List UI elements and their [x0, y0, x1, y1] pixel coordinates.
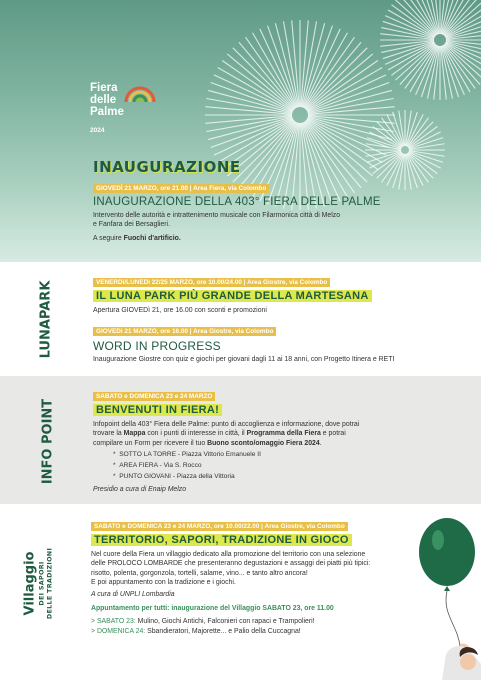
programma-text: Programma della Fiera	[246, 430, 321, 438]
villaggio-vertical-label	[23, 504, 54, 664]
lunapark-date-tag-2: GIOVEDì 21 MARZO, ore 16.00 | Area Giostre, via Colombo	[93, 327, 276, 336]
infopoint-section	[0, 376, 481, 504]
infopoint-line-2-a: trovare la	[93, 430, 124, 438]
infopoint-line-3-a: compilare un Form per ricevere il tuo	[93, 439, 208, 447]
infopoint-bullet-2-text: AREA FIERA - Via S. Rocco	[119, 462, 202, 469]
fiera-logo	[90, 78, 170, 138]
infopoint-bullet-1-text: SOTTO LA TORRE - Piazza Vittorio Emanuele II	[119, 451, 261, 458]
villaggio-saturday	[91, 617, 315, 626]
infopoint-line-2-c: con i punti di interesse in città, il	[145, 430, 247, 438]
mappa-text: Mappa	[123, 430, 146, 438]
saturday-text: Mulino, Giochi Antichi, Falconieri con rapaci e Trampolieri!	[135, 618, 315, 625]
buono-text: Buono sconto/omaggio Fiera 2024	[207, 439, 320, 447]
infopoint-line-2-e: e potrai	[320, 430, 346, 438]
infopoint-line-2	[93, 429, 463, 438]
infopoint-line-3-c: .	[319, 439, 322, 447]
villaggio-sunday	[91, 627, 301, 636]
infopoint-vertical-label: INFO POINT	[40, 398, 56, 485]
inaugurazione-text-2: e Fanfara dei Bersaglieri.	[93, 221, 170, 229]
villaggio-line-3: risotto, polenta, gorgonzola, tortelli, salame, vino... e tanto altro ancora!	[91, 569, 308, 577]
villaggio-line-2: delle PROLOCO LOMBARDE che presenteranno degustazioni e assaggi dei piatti più tipici:	[91, 560, 371, 568]
infopoint-bullet-2: * AREA FIERA - Via S. Rocco	[113, 462, 202, 469]
villaggio-label-small-2: DELLE TRADIZIONI	[45, 547, 54, 620]
logo-line-3: Palme	[90, 106, 124, 118]
inaugurazione-text-3-prefix: A seguire	[93, 234, 124, 242]
villaggio-appointment: Appuntamento per tutti: inaugurazione del Villaggio SABATO 23, ore 11.00	[91, 605, 334, 612]
lunapark-headline-1: IL LUNA PARK PIÙ GRANDE DELLA MARTESANA	[93, 290, 372, 302]
infopoint-date-tag: SABATO e DOMENICA 23 e 24 MARZO	[93, 392, 215, 401]
lunapark-vertical-label: LUNAPARK	[38, 280, 54, 359]
infopoint-line-1: Infopoint della 403° Fiera delle Palme: punto di accoglienza e informazione, dove potrai	[93, 421, 360, 428]
lunapark-section	[0, 262, 481, 376]
lunapark-text-1: Apertura GIOVEDì 21, ore 16.00 con sconti e promozioni	[93, 307, 267, 314]
infopoint-bullet-3-text: PUNTO GIOVANI - Piazza della Vittoria	[119, 473, 235, 480]
balloon-boy-illustration	[402, 514, 481, 680]
lunapark-text-2: Inaugurazione Giostre con quiz e giochi per giovani dagli 11 ai 18 anni, con Progetto Itinera e RETI	[93, 356, 395, 363]
hero-banner	[0, 0, 481, 262]
fireworks-text: Fuochi d'artificio.	[123, 234, 181, 242]
villaggio-headline: TERRITORIO, SAPORI, TRADIZIONE IN GIOCO	[91, 534, 352, 546]
villaggio-label-big: Villaggio	[22, 551, 38, 616]
villaggio-label-small-1: DEI SAPORI	[37, 561, 46, 606]
logo-line-2: delle	[90, 94, 117, 106]
inaugurazione-text-1: Intervento delle autorità e intrattenimento musicale con Filarmonica città di Melzo	[93, 212, 341, 219]
logo-palm-icon	[124, 80, 156, 106]
inaugurazione-title: INAUGURAZIONE	[93, 158, 241, 176]
sunday-text: Sbandieratori, Majorette... e Palio della Cuccagna!	[145, 628, 301, 635]
infopoint-headline: BENVENUTI IN FIERA!	[93, 404, 222, 416]
inaugurazione-description	[93, 211, 463, 243]
lunapark-headline-2: WORD IN PROGRESS	[93, 339, 221, 353]
inaugurazione-date-tag: GIOVEDÌ 21 MARZO, ore 21.00 | Area Fiera, via Colombo	[93, 184, 269, 193]
lunapark-date-tag-1: VENERDì/LUNEDì 22/25 MARZO, ore 10.00/24.00 | Area Giostre, via Colombo	[93, 278, 330, 287]
infopoint-line-3	[93, 439, 463, 448]
logo-year: 2024	[90, 127, 105, 134]
villaggio-section	[0, 504, 481, 680]
inaugurazione-headline: INAUGURAZIONE DELLA 403° FIERA DELLE PALME	[93, 196, 381, 208]
villaggio-date-tag: SABATO e DOMENICA 23 e 24 MARZO, ore 10.00/22.00 | Area Giostre, via Colombo	[91, 522, 348, 531]
infopoint-credit: Presidio a cura di Enaip Melzo	[93, 486, 187, 493]
infopoint-bullet-1: * SOTTO LA TORRE - Piazza Vittorio Emanuele II	[113, 451, 261, 458]
inaugurazione-text-3	[93, 234, 463, 243]
logo-line-1: Fiera	[90, 82, 118, 94]
infopoint-bullet-3: * PUNTO GIOVANI - Piazza della Vittoria	[113, 473, 235, 480]
villaggio-description	[91, 550, 431, 599]
villaggio-credit: A cura di UNPLI Lombardia	[91, 590, 175, 598]
saturday-label: > SABATO 23:	[91, 618, 136, 625]
villaggio-line-1: Nel cuore della Fiera un villaggio dedicato alla promozione del territorio con una selezione	[91, 551, 366, 558]
sunday-label: > DOMENICA 24:	[91, 628, 146, 635]
villaggio-line-4: E poi appuntamento con la tradizione e i giochi.	[91, 579, 236, 587]
infopoint-description	[93, 420, 463, 448]
